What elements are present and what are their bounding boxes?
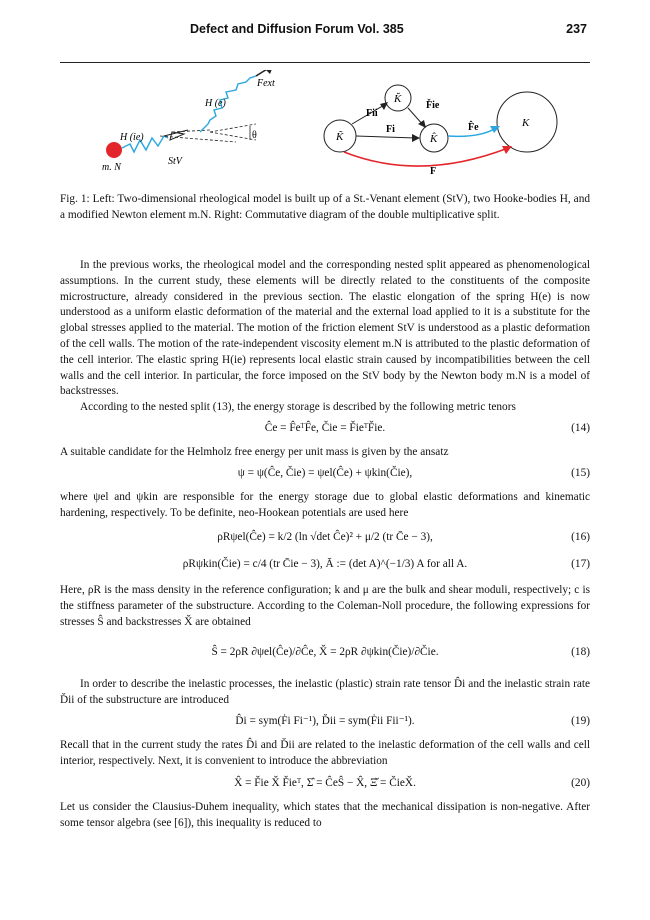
- equation-18: Ŝ = 2ρR ∂ψel(Ĉe)/∂Ĉe, X̌ = 2ρR ∂ψkin(Čie)/∂Čie. (18): [211, 645, 590, 658]
- paragraph: A suitable candidate for the Helmholz free energy per unit mass is given by the ansatz: [60, 445, 449, 458]
- paragraph: According to the nested split (13), the energy storage is described by the following metric tenors: [80, 401, 516, 414]
- main-text: [60, 258, 590, 832]
- label-fi: Fi: [386, 124, 395, 135]
- label-fext: Fext: [257, 78, 275, 89]
- equation-20: X̂ = F̌ie X̌ F̌ieᵀ, Σ̂ = ĈeŜ − X̂, Ξ̌ = ČieX̌. (20): [234, 776, 590, 789]
- header-rule: [60, 62, 590, 63]
- label-fie: F̌ie: [426, 100, 440, 111]
- commutative-diagram: [324, 85, 557, 177]
- label-stv: StV: [168, 156, 182, 167]
- paragraph: Recall that in the current study the rates D̂i and D̆ii are related to the inelastic deformation of the cell walls and cell interior, respectively. Next, it is convenient to introduce the abbreviation: [60, 739, 590, 768]
- newton-mass: [106, 142, 122, 158]
- label-f: F: [430, 166, 437, 177]
- equation-19: D̂i = sym(Ḟi Fi⁻¹), D̆ii = sym(Ḟii Fii⁻¹). (19): [235, 715, 590, 728]
- label-theta: θ: [252, 130, 257, 141]
- equation-14: Ĉe = F̂eᵀF̂e, Čie = F̌ieᵀF̌ie. (14): [264, 421, 590, 434]
- equation-17: ρRψkin(Čie) = c/4 (tr C̄ie − 3), Ā := (det A)^(−1/3) A for all A. (17): [182, 558, 590, 571]
- journal-title: Defect and Diffusion Forum Vol. 385: [190, 22, 404, 36]
- equation-16: ρRψel(Ĉe) = k/2 (ln √det Ĉe)² + μ/2 (tr C̄e − 3), (16): [217, 531, 590, 544]
- equation-15: ψ = ψ(Ĉe, Čie) = ψel(Ĉe) + ψkin(Čie), (15): [237, 466, 590, 479]
- paragraph: In order to describe the inelastic processes, the inelastic (plastic) strain rate tensor D̂i and the inelastic strain rate D̆ii of the substructure are introduced: [60, 677, 590, 706]
- label-mn: m. N: [102, 162, 121, 173]
- paragraph: where ψel and ψkin are responsible for the energy storage due to global elastic deformations and kinematic hardening, respectively. To be definite, neo-Hookean potentials are used here: [60, 490, 590, 519]
- paragraph: Let us consider the Clausius-Duhem inequality, which states that the mechanical dissipation is non-negative. After some tensor algebra (see [6]), this inequality is reduced to: [60, 800, 590, 829]
- label-h-e: H (e): [205, 98, 226, 109]
- svg-text:K̃: K̃: [336, 131, 344, 143]
- svg-text:K̂: K̂: [430, 133, 438, 145]
- running-header: [60, 22, 587, 42]
- svg-text:K̆: K̆: [394, 93, 402, 105]
- page-number: 237: [566, 22, 587, 36]
- label-fe: F̂e: [468, 122, 479, 133]
- paragraph: In the previous works, the rheological model and the corresponding nested split appeared as phenomenological assumptions. In the current study, these elements will be directly related to the constituents of the composite microstructure, already considered in the previous section. The elastic elongation of the spring H(e) is now understood as a uniform elastic deformation of the material and the external load applied to it is a substitute for the global stresses applied to the material. The motion of the friction element StV is understood as a plastic deformation of the cell walls. The motion of the rate-independent viscosity element m.N is attributed to the plastic deformation of the cell interior. The elastic spring H(ie) represents local elastic strain caused by incompatibilities between the cell walls and the cell interior. In particular, the force imposed on the StV body by the Newton body m.N is a model of backstresses.: [60, 259, 590, 398]
- label-h-ie: H (ie): [120, 132, 144, 143]
- rheology-diagrams: [60, 70, 590, 188]
- rheological-model: [102, 70, 275, 173]
- figure-caption: Fig. 1: Left: Two-dimensional rheological model is built up of a St.-Venant element (StV), two Hooke-bodies H, and a modified Newton element m.N. Right: Commutative diagram of the double multiplicative split.: [60, 193, 590, 221]
- figure-1: [60, 70, 590, 188]
- svg-text:K: K: [522, 117, 530, 129]
- label-fii: Fii: [366, 108, 378, 119]
- paragraph: Here, ρR is the mass density in the reference configuration; k and μ are the bulk and shear moduli, respectively; c is the stiffness parameter of the substructure. According to the Coleman-Noll procedure, the following expressions for stresses Ŝ and backstresses X̌ are obtained: [60, 584, 590, 628]
